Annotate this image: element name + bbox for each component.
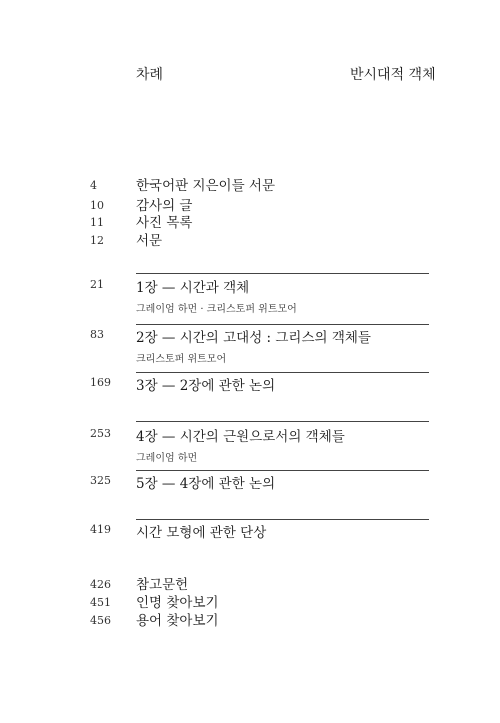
- page-number: 325: [90, 474, 111, 487]
- divider-rule: [136, 421, 429, 422]
- toc-entry[interactable]: [0, 575, 500, 595]
- entry-title: 서문: [136, 233, 163, 249]
- chapter-title: 시간 모형에 관한 단상: [136, 525, 267, 541]
- divider-rule: [136, 470, 429, 471]
- page-number: 169: [90, 376, 111, 389]
- divider-rule: [136, 372, 429, 373]
- page-number: 10: [90, 199, 104, 212]
- page-number: 11: [90, 216, 104, 229]
- chapter-title: 3장 — 2장에 관한 논의: [136, 378, 276, 394]
- chapter-title: 4장 — 시간의 근원으로서의 객체들: [136, 429, 345, 445]
- page-number: 4: [90, 179, 97, 192]
- entry-title: 감사의 글: [136, 198, 193, 214]
- page-number: 451: [90, 596, 111, 609]
- book-title: 반시대적 객체: [350, 67, 436, 83]
- toc-entry[interactable]: [0, 213, 500, 233]
- page-number: 12: [90, 234, 104, 247]
- toc-heading: 차례: [136, 67, 164, 83]
- entry-title: 인명 찾아보기: [136, 595, 219, 611]
- toc-entry[interactable]: [0, 593, 500, 613]
- page-number: 21: [90, 278, 104, 291]
- entry-title: 참고문헌: [136, 577, 189, 593]
- page-number: 456: [90, 614, 111, 627]
- toc-entry[interactable]: [0, 176, 500, 196]
- entry-title: 용어 찾아보기: [136, 613, 219, 629]
- chapter-title: 2장 — 시간의 고대성 : 그리스의 객체들: [136, 330, 371, 346]
- page-number: 253: [90, 427, 111, 440]
- chapter-title: 5장 — 4장에 관한 논의: [136, 476, 276, 492]
- chapter-author: 그레이엄 하먼 · 크리스토퍼 위트모어: [136, 304, 297, 315]
- page-number: 83: [90, 328, 104, 341]
- chapter-author: 그레이엄 하먼: [136, 453, 198, 464]
- toc-entry[interactable]: [0, 611, 500, 631]
- entry-title: 한국어판 지은이들 서문: [136, 178, 275, 194]
- page-number: 426: [90, 578, 111, 591]
- toc-entry[interactable]: [0, 231, 500, 251]
- chapter-author: 크리스토퍼 위트모어: [136, 354, 227, 365]
- page-number: 419: [90, 523, 111, 536]
- divider-rule: [136, 519, 429, 520]
- entry-title: 사진 목록: [136, 215, 193, 231]
- divider-rule: [136, 273, 429, 274]
- chapter-title: 1장 — 시간과 객체: [136, 280, 250, 296]
- divider-rule: [136, 324, 429, 325]
